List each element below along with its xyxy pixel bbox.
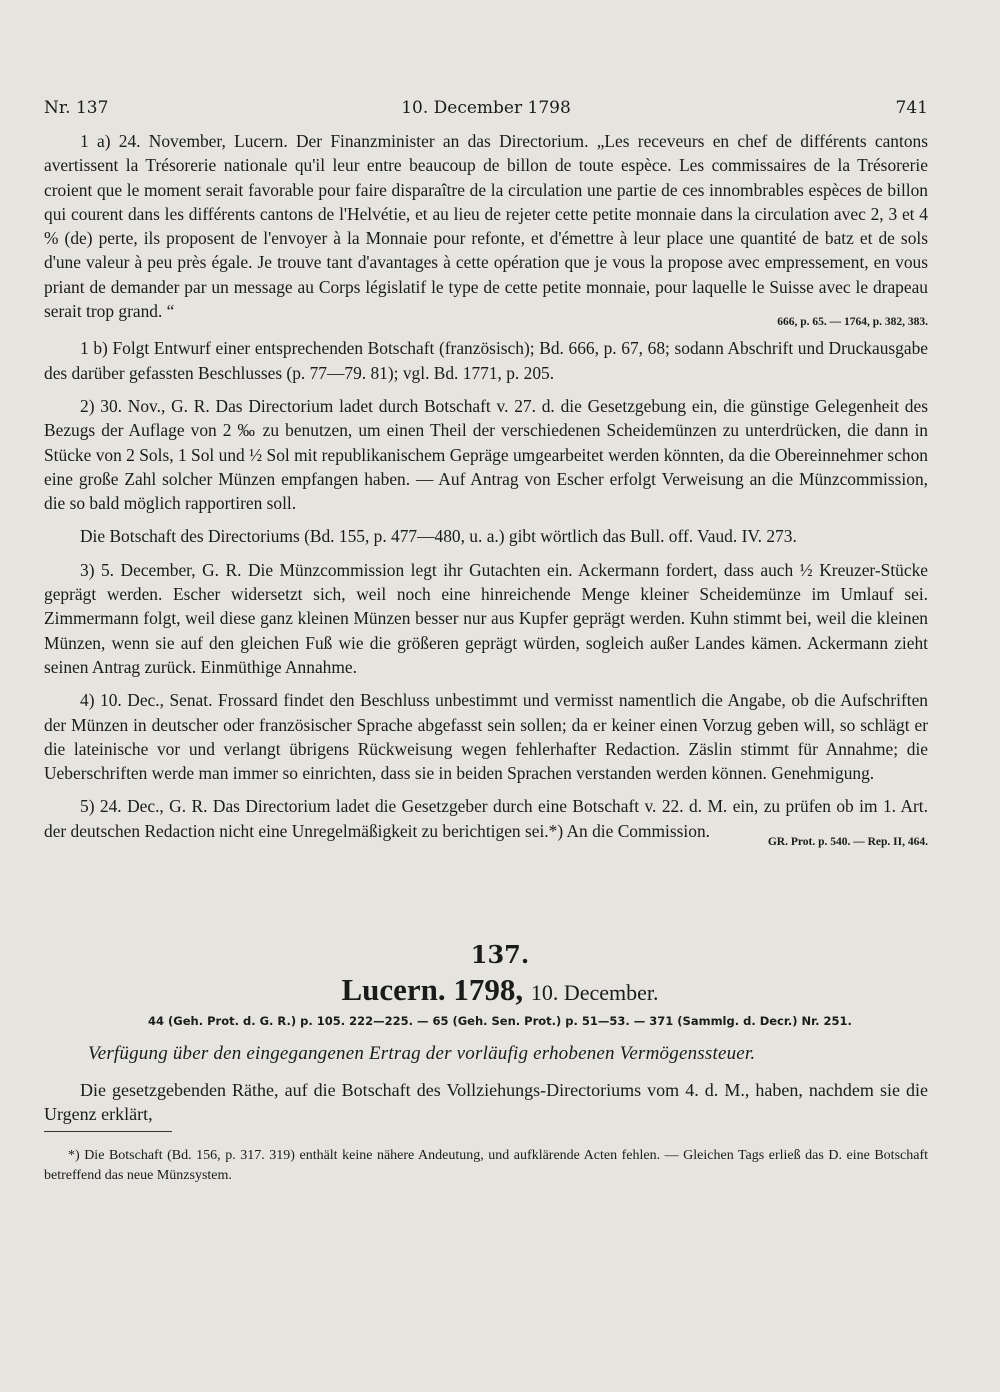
paragraph-4: 4) 10. Dec., Senat. Frossard findet den Beschluss unbestimmt und vermisst namentlich die Angabe, ob die Aufschriften der Münzen in deutscher oder französischer Sprache abgefasst sein sollen; da er keiner einen Vorzug geben will, so schlägt er die lateinische vor und verlangt übrigens Rückweisung wegen fehlerhafter Redaction. Zäslin stimmt für Annahme; die Ueberschriften werde man immer so einrichten, dass sie in beiden Sprachen verstanden werden können. Genehmigung. <box>44 690 928 784</box>
header-date: 10. December 1798 <box>401 98 571 118</box>
paragraph-1a: 1 a) 24. November, Lucern. Der Finanzminister an das Directorium. „Les receveurs en chef de différents cantons avertissent la Trésorerie nationale qu'il leur entre beaucoup de billon de toute espèce. Les commissaires de la Trésorerie croient que le moment serait favorable pour faire disparaître de la circulation une partie de ces innombrables espèces de billon qui courent dans les différents cantons de l'Helvétie, et au lieu de rejeter cette petite monnaie dans la circulation avec 2, 3 et 4 % (de) perte, ils proposent de l'envoyer à la Monnaie pour refonte, et d'émettre à leur place une quantité de batz et de sols d'une valeur à peu près égale. Je trouve tant d'avantages à cette opération que je vous la propose avec empressement, en vous priant de demander par un message au Corps législatif le type de cette petite monnaie, pour laquelle le Suisse avec le drapeau serait trop grand. “ <box>44 131 928 322</box>
paragraph-3: 3) 5. December, G. R. Die Münzcommission legt ihr Gutachten ein. Ackermann fordert, dass auch ½ Kreuzer-Stücke geprägt werden. Escher widersetzt sich, weil noch eine hinreichende Menge kleiner Scheidemünze im Umlauf sei. Zimmermann folgt, weil diese ganz kleinen Münzen besser nur aus Kupfer geprägt werden. Kuhn stimmt bei, weil die kleinen Münzen, wenn sie auf den gleichen Fuß wie die größeren geprägt würden, sogleich außer Landes kämen. Ackermann zieht seinen Antrag zurück. Einmüthige Annahme. <box>44 559 928 677</box>
entry-subject: Verfügung über den eingegangenen Ertrag der vorläufig erhobenen Vermögenssteuer. <box>88 1043 756 1064</box>
entry-place: Lucern. <box>341 972 446 1007</box>
decree-text: Die gesetzgebenden Räthe, auf die Botschaft des Vollziehungs-Directoriums vom 4. d. M., haben, nachdem sie die Urgenz erklärt, <box>44 1080 928 1124</box>
running-header <box>44 98 928 122</box>
reference-1: 666, p. 65. — 1764, p. 382, 383. <box>777 316 928 329</box>
reference-2: GR. Prot. p. 540. — Rep. II, 464. <box>767 836 928 849</box>
paragraph-2: 2) 30. Nov., G. R. Das Directorium ladet durch Botschaft v. 27. d. die Gesetzgebung ein, die günstige Gelegenheit des Bezugs der Auflage von 2 ‰ zu benutzen, um einen Theil der verschiedenen Scheidemünzen zu unterdrücken, die dann in Stücke von 2 Sols, 1 Sol und ½ Sol mit republikanischem Gepräge umgearbeitet werden könnten, da die Obereinnehmer schon eine große Zahl solcher Münzen empfangen haben. — Auf Antrag von Escher erfolgt Verweisung an die Münzcommission, die so bald möglich rapportiren soll. <box>44 395 928 514</box>
paragraph-1b: 1 b) Folgt Entwurf einer entsprechenden Botschaft (französisch); Bd. 666, p. 67, 68; sodann Abschrift und Druckausgabe des darüber gefassten Beschlusses (p. 77—79. 81); vgl. Bd. 1771, p. 205. <box>44 338 928 383</box>
entry-sources: 44 (Geh. Prot. d. G. R.) p. 105. 222—225. — 65 (Geh. Sen. Prot.) p. 51—53. — 371 (Sammlg. d. Decr.) Nr. 251. <box>148 1014 852 1028</box>
footnote-rule <box>44 1131 172 1132</box>
entry-heading <box>0 972 1000 1008</box>
paragraph-2-note: Die Botschaft des Directoriums (Bd. 155, p. 477—480, u. a.) gibt wörtlich das Bull. off. Vaud. IV. 273. <box>80 526 797 547</box>
entry-number: 137. <box>470 940 530 969</box>
paragraph-5: 5) 24. Dec., G. R. Das Directorium ladet die Gesetzgeber durch eine Botschaft v. 22. d. M. ein, zu prüfen ob im 1. Art. der deutschen Redaction nicht eine Unregelmäßigkeit zu berichtigen sei.*) An die Commission. <box>44 796 928 841</box>
entry-date: 10. December. <box>530 980 659 1005</box>
entry-year: 1798, <box>453 972 524 1007</box>
page-number: 741 <box>895 98 928 118</box>
header-number: Nr. 137 <box>44 98 109 118</box>
footnote: *) Die Botschaft (Bd. 156, p. 317. 319) enthält keine nähere Andeutung, und aufklärende Acten fehlen. — Gleichen Tags erließ das D. eine Botschaft betreffend das neue Münzsystem. <box>44 1148 928 1183</box>
body-text <box>44 129 928 856</box>
